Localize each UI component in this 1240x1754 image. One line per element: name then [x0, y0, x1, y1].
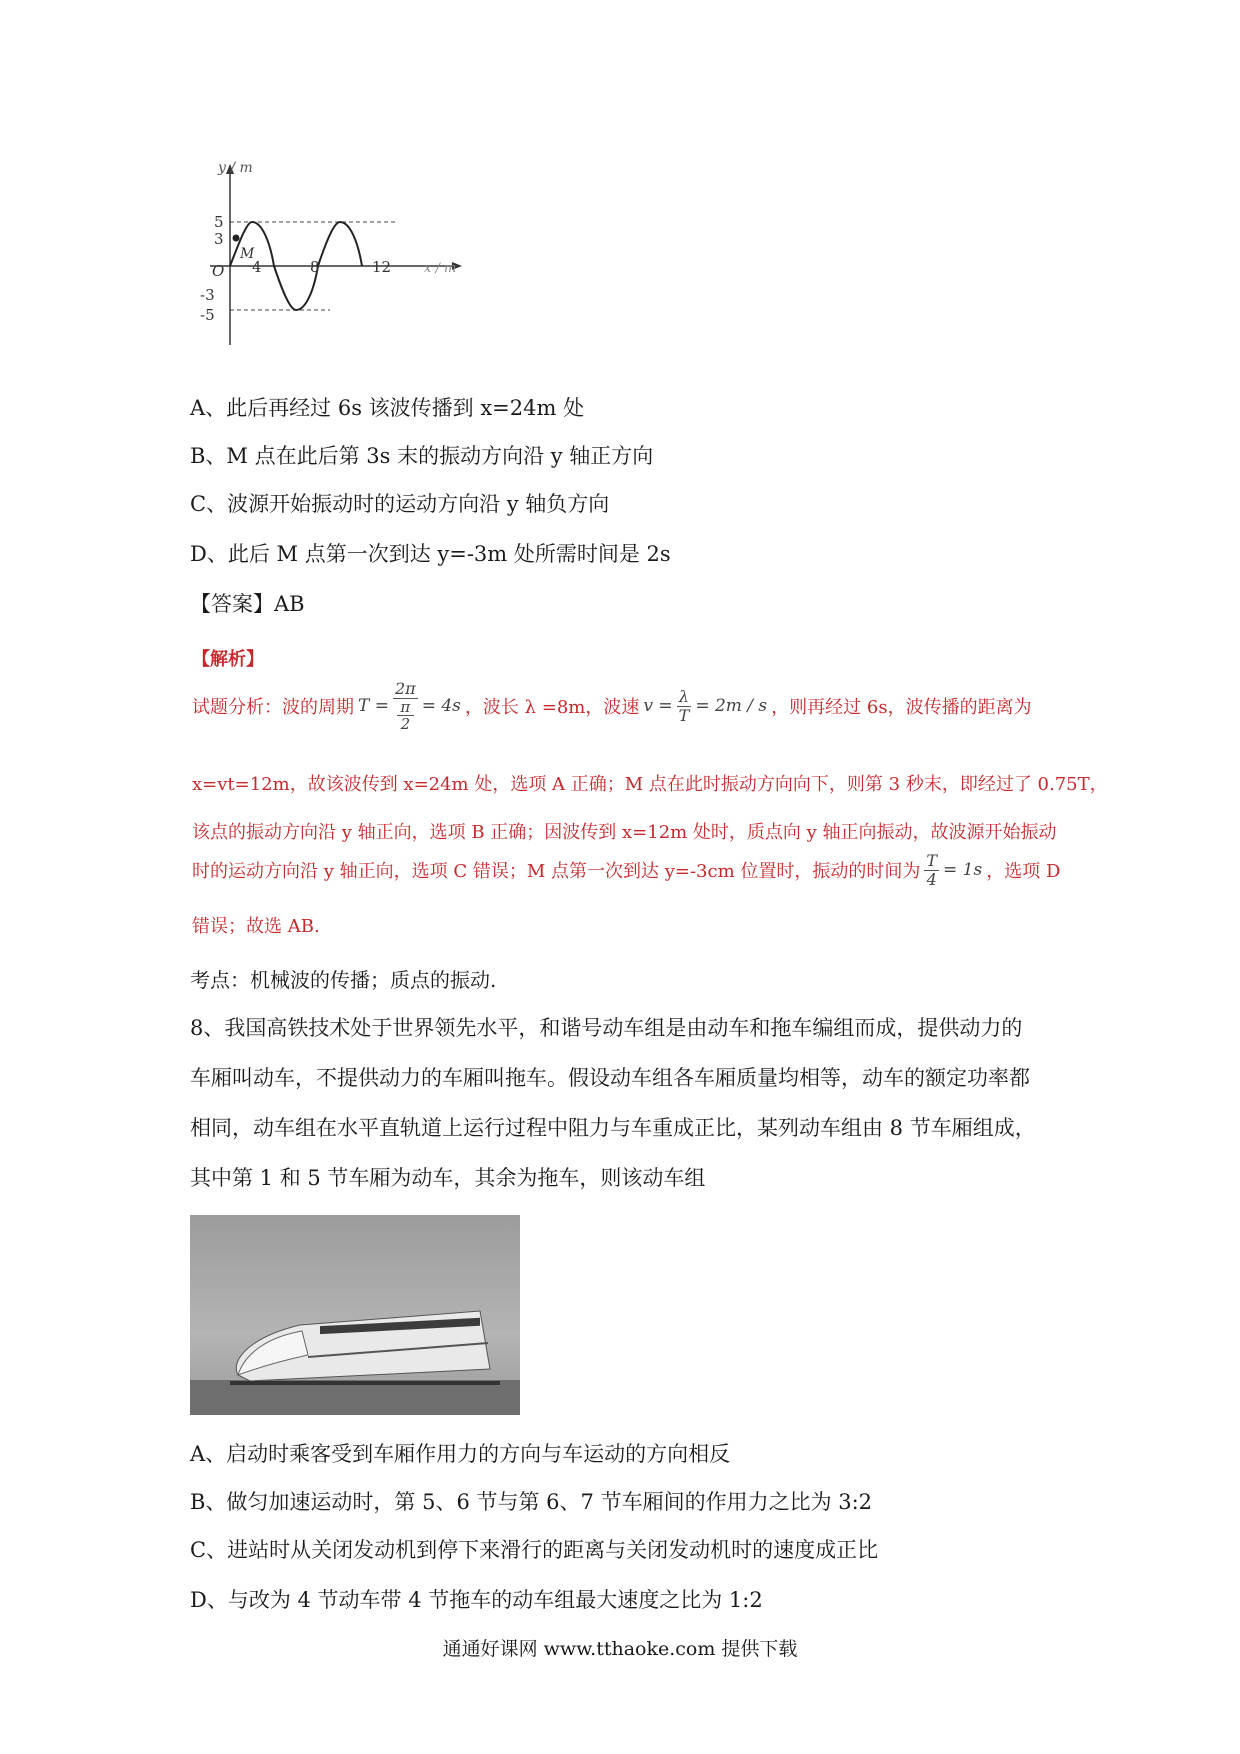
speed-symbol: v =	[643, 696, 673, 717]
analysis-text-1e: ，则再经过 6s，波传播的距离为	[771, 697, 1032, 719]
point-m-label: M	[240, 246, 255, 262]
q8-stem-line-1: 8、我国高铁技术处于世界领先水平，和谐号动车组是由动车和拖车编组而成，提供动力的	[190, 1016, 1023, 1040]
x-tick-8: 8	[310, 258, 320, 276]
q8-stem-line-2: 车厢叫动车，不提供动力的车厢叫拖车。假设动车组各车厢质量均相等，动车的额定功率都	[190, 1066, 1030, 1090]
speed-value: = 2m / s	[695, 696, 768, 717]
y-tick-m5: -5	[200, 306, 215, 324]
x-axis-label: x / m	[424, 261, 457, 276]
analysis-text-4a: 时的运动方向沿 y 轴正向，选项 C 错误；M 点第一次到达 y=-3cm 位置时，振动的时间为	[192, 861, 921, 883]
rail	[230, 1381, 500, 1385]
origin-label: O	[212, 262, 225, 280]
q7-option-c: C、波源开始振动时的运动方向沿 y 轴负方向	[190, 492, 610, 516]
quarter-period-den: 4	[926, 869, 937, 889]
point-m	[233, 235, 240, 242]
q7-kaodian: 考点：机械波的传播；质点的振动.	[190, 968, 497, 992]
quarter-period-fraction	[924, 852, 939, 888]
q7-option-a: A、此后再经过 6s 该波传播到 x=24m 处	[190, 396, 585, 420]
y-tick-m3: -3	[200, 286, 215, 304]
speed-fraction-den: T	[678, 705, 690, 725]
q8-option-d: D、与改为 4 节动车带 4 节拖车的动车组最大速度之比为 1:2	[190, 1588, 763, 1612]
period-value: = 4s	[421, 696, 461, 717]
q7-answer: 【答案】AB	[190, 592, 305, 616]
analysis-text-4c: ，选项 D	[986, 861, 1061, 883]
q8-option-c: C、进站时从关闭发动机到停下来滑行的距离与关闭发动机时的速度成正比	[190, 1538, 879, 1562]
x-tick-4: 4	[252, 258, 262, 276]
wave-graph	[190, 160, 500, 365]
period-fraction-den-den: 2	[400, 715, 411, 734]
q8-option-a: A、启动时乘客受到车厢作用力的方向与车运动的方向相反	[190, 1442, 731, 1466]
y-axis-label: y / m	[218, 160, 253, 176]
period-fraction-den	[393, 699, 418, 733]
analysis-text-1c: ，波长 λ =8m，波速	[464, 697, 640, 719]
analysis-line-4	[192, 852, 1060, 888]
quarter-period-num: T	[926, 851, 938, 870]
analysis-title: 【解析】	[192, 649, 264, 670]
analysis-line-2: x=vt=12m，故该波传到 x=24m 处，选项 A 正确；M 点在此时振动方向向下，则第 3 秒末，即经过了 0.75T，	[192, 774, 1108, 795]
q7-option-b: B、M 点在此后第 3s 末的振动方向沿 y 轴正方向	[190, 444, 654, 468]
analysis-line-5: 错误；故选 AB.	[192, 916, 320, 937]
quarter-period-value: = 1s	[943, 860, 983, 881]
speed-fraction	[677, 688, 692, 724]
y-tick-5: 5	[214, 213, 224, 231]
ground	[190, 1380, 520, 1415]
q8-stem-line-4: 其中第 1 和 5 节车厢为动车，其余为拖车，则该动车组	[190, 1166, 706, 1190]
speed-fraction-num: λ	[677, 688, 692, 707]
analysis-line-1	[192, 680, 1032, 733]
page-footer: 通通好课网 www.tthaoke.com 提供下载	[442, 1638, 798, 1660]
period-symbol: T =	[358, 695, 389, 716]
period-fraction	[393, 680, 418, 733]
x-tick-12: 12	[372, 258, 392, 276]
period-fraction-den-num: π	[397, 699, 414, 717]
train-photo	[190, 1215, 520, 1415]
q7-option-d: D、此后 M 点第一次到达 y=-3m 处所需时间是 2s	[190, 542, 671, 566]
period-fraction-num: 2π	[395, 679, 416, 698]
q8-option-b: B、做匀加速运动时，第 5、6 节与第 6、7 节车厢间的作用力之比为 3:2	[190, 1490, 873, 1514]
y-tick-3: 3	[214, 230, 224, 248]
analysis-line-3: 该点的振动方向沿 y 轴正向，选项 B 正确；因波传到 x=12m 处时，质点向 y 轴正向振动，故波源开始振动	[192, 822, 1057, 843]
q8-stem-line-3: 相同，动车组在水平直轨道上运行过程中阻力与车重成正比，某列动车组由 8 节车厢组成，	[190, 1116, 1036, 1140]
analysis-text-1a: 试题分析：波的周期	[192, 697, 354, 719]
